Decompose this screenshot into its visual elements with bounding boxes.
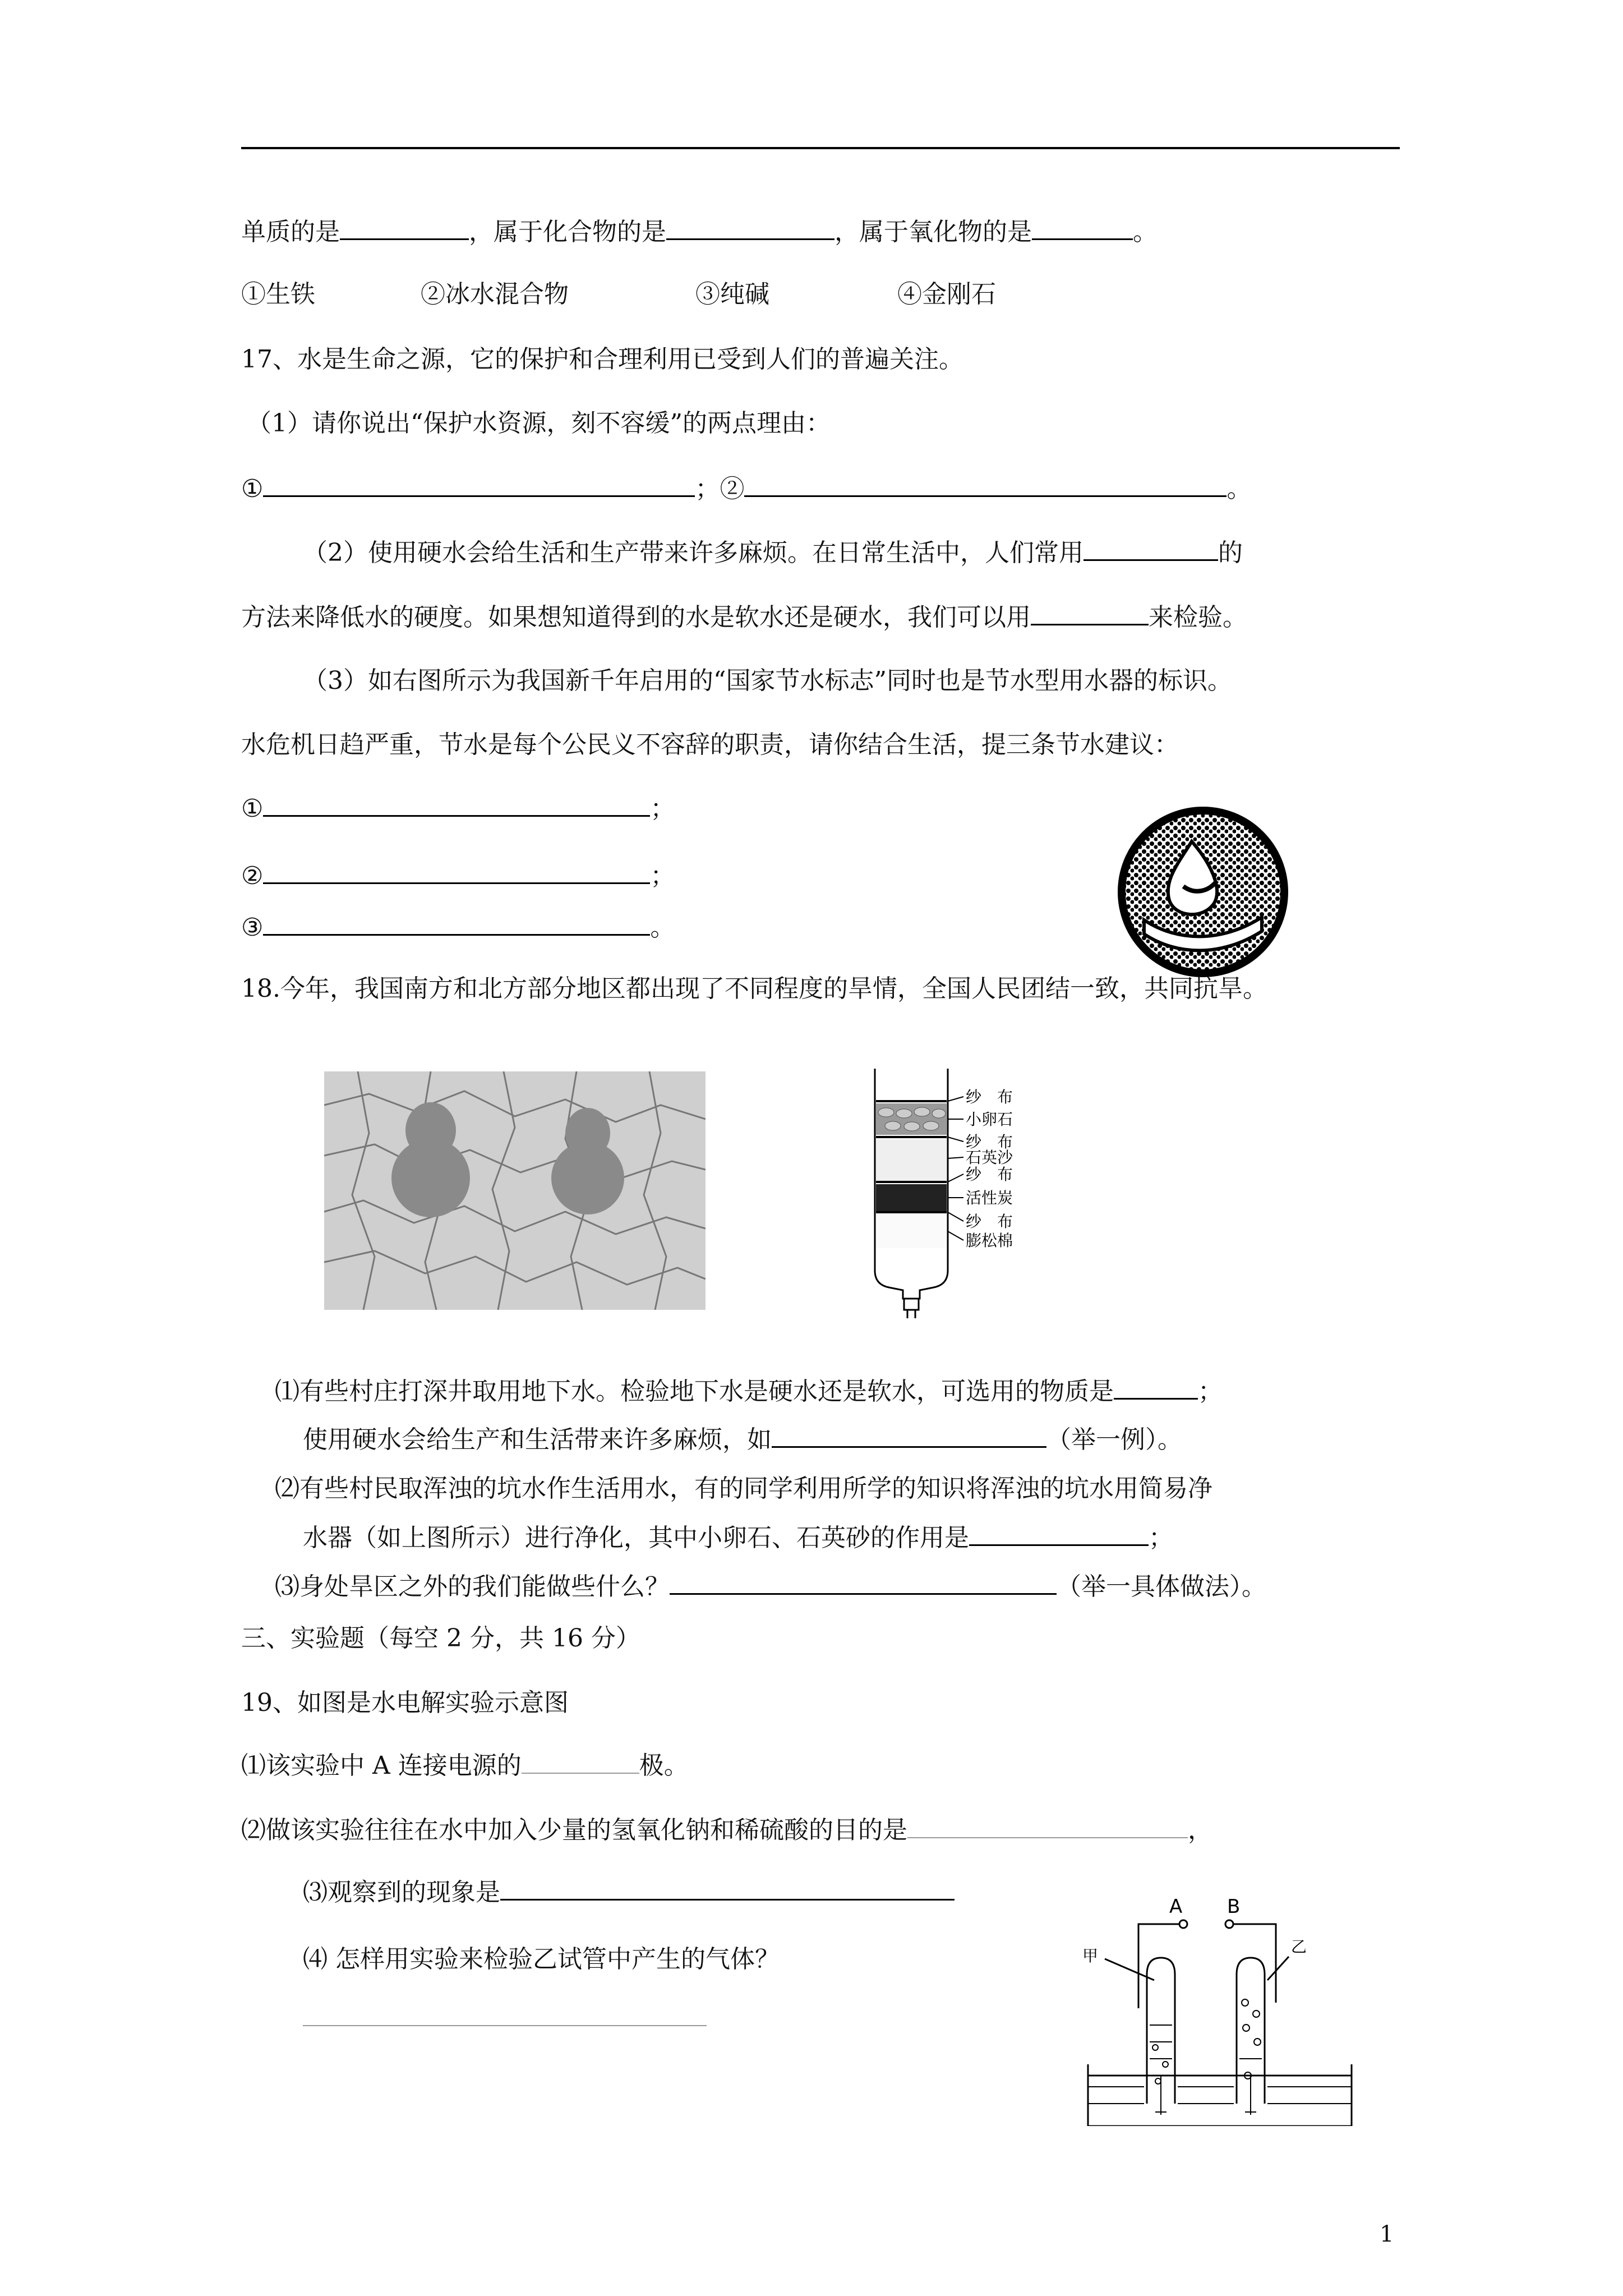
q19-phenomenon-blank[interactable] — [500, 1876, 955, 1901]
section-3-heading: 三、实验题（每空 2 分，共 16 分） — [241, 1624, 640, 1653]
q17-method-blank[interactable] — [1083, 537, 1218, 561]
q17-part3-line1: （3）如右图所示为我国新千年启用的“国家节水标志”同时也是节水型用水器的标识。 — [303, 666, 1232, 695]
q18-sub2-line2: 水器（如上图所示）进行净化，其中小卵石、石英砂的作用是 ； — [303, 1522, 1173, 1554]
q19-sub4-answer — [303, 2003, 707, 2034]
q16-options — [241, 279, 315, 310]
filter-label: 纱 布 — [966, 1088, 1013, 1106]
q19-stem: 19、如图是水电解实验示意图 — [241, 1688, 569, 1717]
q17-part1: （1）请你说出“保护水资源，刻不容缓”的两点理由： — [247, 409, 831, 438]
q19-sub3: ⑶观察到的现象是 — [303, 1876, 955, 1908]
q16-text-2: ，属于化合物的是 — [469, 218, 666, 246]
q17-suggestion-2: ② ； — [241, 860, 675, 892]
q17-part2-line2: 方法来降低水的硬度。如果想知道得到的水是软水还是硬水，我们可以用 来检验。 — [241, 601, 1247, 633]
q17-part1-answers: ① ；② 。 — [241, 473, 1251, 505]
q16-blank-2[interactable] — [666, 216, 834, 240]
header-rule — [241, 147, 1400, 149]
q19-sub4: ⑷ 怎样用实验来检验乙试管中产生的气体？ — [303, 1945, 780, 1973]
q17-suggestion-blank[interactable] — [263, 912, 650, 936]
page-number: 1 — [1380, 2221, 1394, 2247]
q18-sub2-line1: ⑵有些村民取浑浊的坑水作生活用水，有的同学利用所学的知识将浑浊的坑水用简易净 — [275, 1474, 1212, 1503]
q17-part3-line2: 水危机日趋严重，节水是每个公民义不容辞的职责，请你结合生活，提三条节水建议： — [241, 730, 1179, 759]
q18-stem: 18.今年，我国南方和北方部分地区都出现了不同程度的旱情，全国人民团结一致，共同抗旱。 — [241, 974, 1267, 1003]
q18-filter-role-blank[interactable] — [969, 1522, 1149, 1546]
q16-line — [241, 216, 1158, 248]
q17-suggestion-1: ① ； — [241, 793, 675, 825]
q18-sub3: ⑶身处旱区之外的我们能做些什么？ （举一具体做法）。 — [275, 1571, 1266, 1603]
q19-sub1: ⑴该实验中 A 连接电源的 极。 — [241, 1751, 689, 1780]
filter-label: 石英沙 — [966, 1148, 1013, 1167]
q19-test-gas-blank[interactable] — [303, 2003, 707, 2026]
q18-sub1-line2: 使用硬水会给生产和生活带来许多麻烦，如 （举一例）。 — [303, 1424, 1182, 1456]
q18-sub1-line1: ⑴有些村庄打深井取用地下水。检验地下水是硬水还是软水，可选用的物质是 ； — [275, 1375, 1223, 1407]
q17-reason-1-blank[interactable] — [263, 473, 695, 497]
electrolysis-apparatus-diagram — [1082, 1890, 1363, 2126]
drought-photo — [324, 1071, 706, 1310]
tube-jia-label: 甲 — [1082, 1947, 1099, 1965]
q17-suggestion-3: ③ 。 — [241, 912, 675, 944]
q17-suggestion-blank[interactable] — [263, 793, 650, 817]
electrode-a-label: A — [1169, 1895, 1183, 1918]
q16-option: ①生铁 — [241, 280, 315, 309]
q16-option: ③纯碱 — [695, 280, 769, 309]
q17-stem: 17、水是生命之源，它的保护和合理利用已受到人们的普遍关注。 — [241, 345, 963, 374]
q16-text-1: 单质的是 — [241, 218, 340, 246]
filter-label: 纱 布 — [966, 1212, 1013, 1231]
q17-reason-2-blank[interactable] — [744, 473, 1227, 497]
q17-part2-line1: （2）使用硬水会给生活和生产带来许多麻烦。在日常生活中，人们常用 的 — [303, 537, 1243, 569]
filter-label: 纱 布 — [966, 1133, 1013, 1151]
q16-blank-1[interactable] — [340, 216, 469, 240]
q19-electrode-blank[interactable] — [522, 1750, 639, 1774]
water-filter-diagram — [864, 1063, 1110, 1321]
water-saving-logo-image — [1110, 802, 1295, 982]
electrode-b-label: B — [1227, 1895, 1241, 1918]
q16-option: ④金刚石 — [897, 280, 996, 309]
filter-label: 活性炭 — [966, 1189, 1013, 1207]
q18-action-blank[interactable] — [670, 1571, 1057, 1595]
q18-reagent-blank[interactable] — [1114, 1375, 1198, 1400]
q17-suggestion-blank[interactable] — [263, 860, 650, 884]
q17-test-blank[interactable] — [1031, 601, 1149, 625]
q19-sub2: ⑵做该实验往往在水中加入少量的氢氧化钠和稀硫酸的目的是 ， — [241, 1816, 1212, 1844]
q16-text-4: 。 — [1133, 218, 1158, 246]
q16-blank-3[interactable] — [1032, 216, 1133, 240]
q16-text-3: ，属于氧化物的是 — [834, 218, 1032, 246]
filter-label: 膨松棉 — [966, 1231, 1013, 1250]
q18-example-blank[interactable] — [772, 1424, 1046, 1448]
tube-yi-label: 乙 — [1291, 1938, 1307, 1956]
filter-label: 纱 布 — [966, 1165, 1013, 1184]
q19-purpose-blank[interactable] — [907, 1815, 1188, 1838]
q16-option: ②冰水混合物 — [421, 280, 569, 309]
filter-label: 小卵石 — [966, 1110, 1013, 1129]
